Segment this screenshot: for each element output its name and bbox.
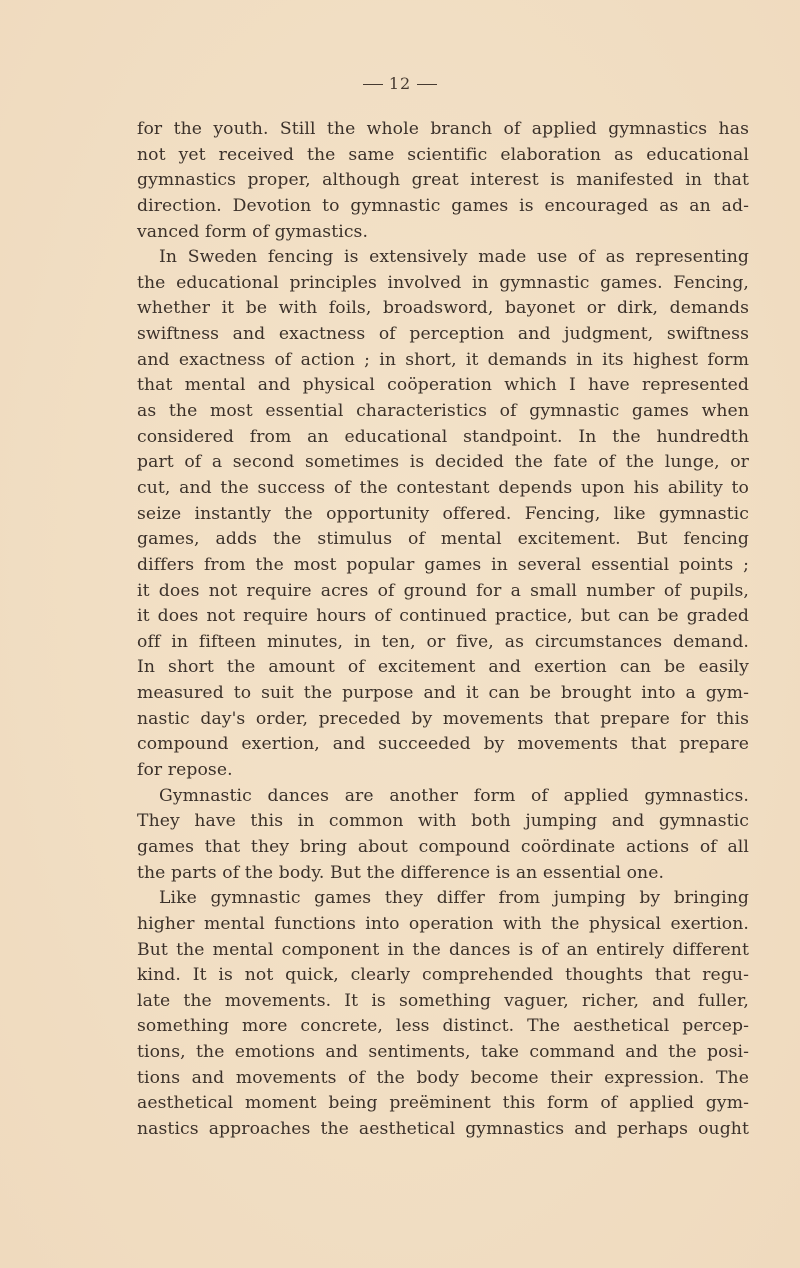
text-line: something more concrete, less distinct. The aesthetical percep- (137, 1016, 749, 1037)
text-line: swiftness and exactness of perception and judgment, swiftness (137, 324, 749, 345)
text-line: measured to suit the purpose and it can be brought into a gym- (137, 683, 749, 704)
text-line: games, adds the stimulus of mental excitement. But fencing (137, 529, 749, 550)
text-line: gymnastics proper, although great interest is manifested in that (137, 170, 749, 191)
text-line: nastic day's order, preceded by movements that prepare for this (137, 708, 749, 729)
text-line: In Sweden fencing is extensively made use of as representing (159, 247, 749, 268)
text-line: kind. It is not quick, clearly comprehended thoughts that regu- (137, 965, 749, 986)
text-line: that mental and physical coöperation which I have represented (137, 375, 749, 396)
text-line: games that they bring about compound coördinate actions of all (137, 836, 749, 857)
body-text (137, 117, 749, 1143)
text-line: considered from an educational standpoint. In the hundredth (137, 426, 749, 447)
text-line: off in fifteen minutes, in ten, or five, as circumstances demand. (137, 631, 749, 652)
text-line: for the youth. Still the whole branch of applied gymnastics has (137, 119, 749, 139)
text-line: nastics approaches the aesthetical gymnastics and perhaps ought (137, 1118, 749, 1139)
text-line: direction. Devotion to gymnastic games is encouraged as an ad- (137, 195, 749, 216)
text-line: In short the amount of excitement and exertion can be easily (137, 657, 749, 678)
text-line: and exactness of action ; in short, it demands in its highest form (137, 349, 749, 370)
text-line: But the mental component in the dances is of an entirely different (137, 939, 749, 960)
page-number-value: 12 (388, 74, 412, 93)
text-line: whether it be with foils, broadsword, bayonet or dirk, demands (137, 298, 749, 319)
page-number-dash-left (363, 84, 383, 85)
text-line: late the movements. It is something vaguer, richer, and fuller, (137, 990, 749, 1011)
text-line: differs from the most popular games in several essential points ; (137, 554, 749, 575)
text-line: the parts of the body. But the difference is an essential one. (137, 862, 665, 883)
text-line: compound exertion, and succeeded by movements that prepare (137, 734, 749, 755)
text-line: vanced form of gymastics. (137, 221, 369, 242)
page-number-dash-right (417, 84, 437, 85)
text-line: tions, the emotions and sentiments, take command and the posi- (137, 1042, 749, 1063)
text-line: part of a second sometimes is decided the fate of the lunge, or (137, 452, 749, 473)
page-number (0, 74, 800, 93)
text-line: Gymnastic dances are another form of applied gymnastics. (159, 785, 749, 806)
text-line: seize instantly the opportunity offered. Fencing, like gymnastic (137, 503, 749, 524)
text-line: Like gymnastic games they differ from jumping by bringing (159, 888, 749, 909)
text-line: it does not require acres of ground for a small number of pupils, (137, 580, 749, 601)
text-line: not yet received the same scientific elaboration as educational (137, 144, 749, 165)
text-line: higher mental functions into operation with the physical exertion. (137, 913, 749, 934)
text-line: as the most essential characteristics of gymnastic games when (137, 401, 749, 422)
text-line: for repose. (137, 760, 233, 781)
text-line: aesthetical moment being preëminent this form of applied gym- (137, 1093, 749, 1114)
text-line: the educational principles involved in gymnastic games. Fencing, (137, 272, 749, 293)
text-line: it does not require hours of continued practice, but can be graded (137, 606, 749, 627)
text-line: tions and movements of the body become their expression. The (137, 1067, 749, 1088)
text-line: They have this in common with both jumping and gymnastic (137, 811, 749, 832)
text-line: cut, and the success of the contestant depends upon his ability to (137, 477, 749, 498)
